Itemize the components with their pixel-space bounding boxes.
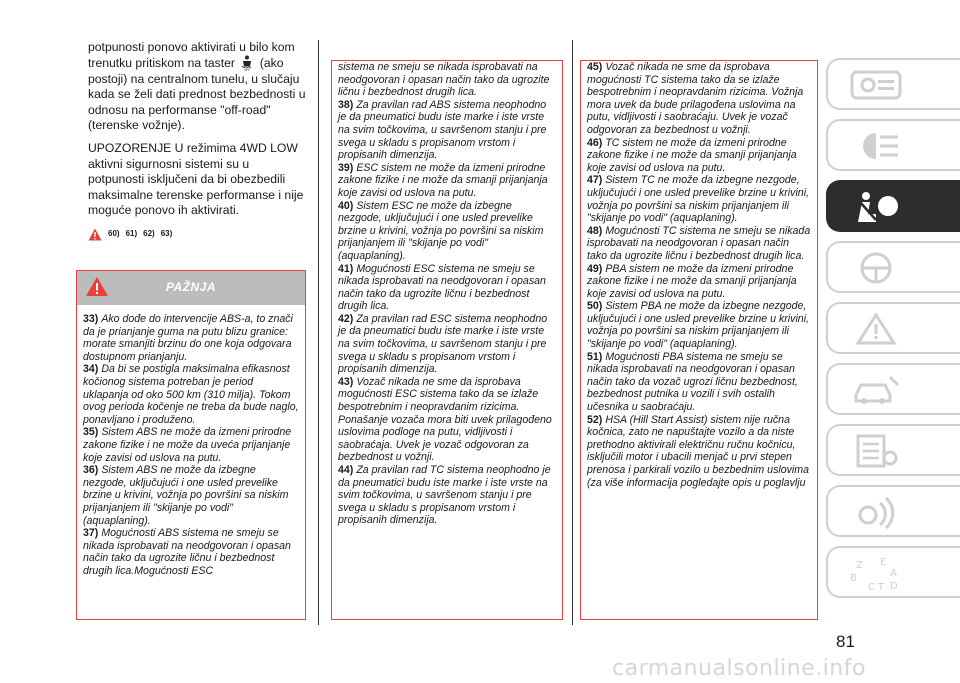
item-text: Sistem ABS ne može da izbegne nezgode, uključujući i one usled prevelike brzine u krivini, vožnja po površini sa niskim prijanjanjem ili "skijanje po vodi" (aquaplaning). [83, 464, 289, 527]
item-number: 35) [83, 426, 99, 439]
item-text: Vozač nikada ne sme da isprobava mogućnosti ESC sistema tako da se izlaže bespotrebnim i neopravdanim rizicima. Ponašanje vozača mora biti uvek prilagođeno uslovima podloge na putu, vidljivosti i saobraćaja. Uvek je vozač odgovoran za bezbednost u vožnji. [338, 375, 552, 464]
warning-references [88, 226, 308, 241]
item-number: 38) [338, 98, 354, 111]
item-number: 39) [338, 161, 354, 174]
reference-63: 63) [160, 229, 173, 239]
index-letter: A [890, 568, 897, 579]
warning-box-continued [331, 60, 563, 620]
item-text: HSA (Hill Start Assist) sistem nije ručna kočnica, zato ne napuštajte vozilo a da niste prethodno aktivirali električnu ručnu kočnicu, isključili motor i ubacili menjač u prvi stepen prenosa i parkirali vozilo u bezbednim uslovima (za više informacija pogledajte opis u poglavlju [587, 413, 809, 489]
lights-icon [846, 127, 906, 165]
tab-index[interactable] [826, 546, 960, 598]
index-letter: C [868, 582, 875, 592]
tab-driving[interactable] [826, 241, 960, 293]
item-number: 43) [338, 375, 354, 388]
warning-item [83, 527, 299, 577]
warning-box-continued-2 [580, 60, 818, 620]
item-number: 49) [587, 262, 603, 275]
tab-specifications[interactable] [826, 424, 960, 476]
chapter-tabs [826, 58, 960, 607]
item-text: Mogućnosti TC sistema ne smeju se nikada isprobavati na neodgovoran i opasan način tako da ugrozite ličnu i bezbednost drugih lica. [587, 224, 811, 262]
warning-title: PAŽNJA [165, 280, 217, 294]
paragraph-reactivation [88, 40, 308, 133]
item-number: 50) [587, 300, 603, 313]
item-text: Sistem PBA ne može da izbegne nezgode, uključujući i one usled prevelike brzine u krivini, vožnja po površini sa niskim prijanjanjem ili "skijanje po vodi" (aquaplaning). [587, 300, 809, 351]
airbag-seatbelt-icon [846, 188, 906, 226]
warning-item [587, 225, 811, 263]
warning-body [77, 305, 305, 577]
item-text: Sistem ABS ne može da izmeni prirodne zakone fizike i ne može da uveća prijanjanje koje zavisi od uslova na putu. [83, 426, 292, 464]
multimedia-icon [846, 493, 906, 531]
warning-item [338, 200, 556, 263]
tab-safety[interactable] [826, 180, 960, 232]
svg-text:OFF: OFF [244, 68, 251, 72]
index-letter: B [850, 573, 857, 584]
page-number: 81 [836, 632, 855, 651]
reference-61: 61) [125, 229, 138, 239]
item-number: 42) [338, 312, 354, 325]
tab-lights[interactable] [826, 119, 960, 171]
item-number: 47) [587, 174, 603, 187]
warning-triangle-icon [846, 310, 906, 348]
index-letters-icon [846, 554, 906, 592]
item-number: 41) [338, 262, 354, 275]
warning-item [83, 313, 299, 363]
index-letter: E [880, 557, 887, 568]
warning-item [83, 464, 299, 527]
warning-item [338, 376, 556, 464]
warning-box [76, 270, 306, 620]
warning-item [587, 263, 811, 301]
item-number: 34) [83, 363, 99, 376]
item-text: Vozač nikada ne sme da isprobava mogućnosti TC sistema tako da se izlaže bespotrebnim i neopravdanim rizicima. Vožnja mora uvek da bude prilagođena uslovima na putu, vidljivosti i saobraćaju. Uvek je vozač odgovoran za bezbednost u vožnji. [587, 61, 804, 136]
warning-item [338, 99, 556, 162]
watermark: carmanualsonline.info [612, 656, 866, 681]
reference-60: 60) [108, 229, 120, 239]
tab-multimedia[interactable] [826, 485, 960, 537]
tab-maintenance[interactable] [826, 363, 960, 415]
steering-wheel-icon [846, 249, 906, 287]
warning-item [338, 162, 556, 200]
item-text: ESC sistem ne može da izmeni prirodne zakone fizike i ne može da smanji prijanjanja koje zavisi od uslova na putu. [338, 161, 548, 199]
esc-off-button-icon [240, 55, 254, 71]
item-text: Ako dođe do intervencije ABS-a, to znači da je prianjanje guma na putu blizu granice: morate smanjiti brzinu do one koja odgovara dostupnom prianjanju. [83, 313, 293, 363]
item-number: 45) [587, 61, 603, 73]
column-divider [318, 40, 319, 625]
item-number: 40) [338, 199, 354, 212]
warning-header [77, 271, 305, 305]
warning-item [338, 313, 556, 376]
paragraph-4wd-low: UPOZORENJE U režimima 4WD LOW aktivni sigurnosni sistemi su u potpunosti isključeni da bi obezbedili maksimalne terenske performanse i nije moguće ponovo ih aktivirati. [88, 141, 304, 218]
paragraph-reactivation-start: potpunosti ponovo aktivirati u bilo kom trenutku pritiskom na taster [88, 40, 295, 71]
column-1 [88, 40, 308, 258]
reference-62: 62) [143, 229, 155, 239]
item-text: Sistem TC ne može da izbegne nezgode, uključujući i one usled prevelike brzine u krivini, vožnja po površini sa niskim prijanjanjem ili "skijanje po vodi" (aquaplaning). [587, 174, 809, 225]
item-number: 52) [587, 413, 603, 426]
index-letter: Z [856, 560, 863, 571]
item-text: Mogućnosti ESC sistema ne smeju se nikada isprobavati na neodgovoran i opasan način tako da ugrozite ličnu i bezbednost drugih lica. [338, 262, 546, 313]
item-text: Za pravilan rad ESC sistema neophodno je da pneumatici budu iste marke i iste vrste na svim točkovima, u savršenom stanju i pre svega u skladu s propisanom vrstom i propisanih dimenzija. [338, 312, 548, 376]
warning-item [587, 61, 811, 137]
item-text: Sistem ESC ne može da izbegne nezgode, uključujući i one usled prevelike brzine u krivini, vožnja po površini sa niskim prijanjanjem ili "skijanje po vodi" (aquaplaning). [338, 199, 544, 262]
index-letter: T [878, 582, 885, 592]
warning-item [338, 263, 556, 313]
car-wrench-icon [846, 371, 906, 409]
item-text: TC sistem ne može da izmeni prirodne zakone fizike i ne može da smanji prijanjanja koje zavisi od uslova na putu. [587, 136, 797, 174]
warning-item [83, 426, 299, 464]
continued-text: sistema ne smeju se nikada isprobavati na neodgovoran i opasan način tako da ugrozite ličnu i bezbednost drugih lica. [338, 61, 550, 99]
paragraph-reactivation-end: (ako postoji) na centralnom tunelu, u slučaju kada se želi dati prednost bezbednosti u odnosu na performanse "off-road" (terenske vožnje). [88, 56, 306, 133]
warning-item [587, 300, 811, 350]
column-divider [572, 40, 573, 625]
item-number: 36) [83, 464, 99, 477]
item-number: 37) [83, 527, 99, 540]
warning-item [587, 174, 811, 224]
item-number: 51) [587, 350, 603, 363]
tab-emergency[interactable] [826, 302, 960, 354]
warning-triangle-small-icon [88, 228, 102, 241]
item-number: 44) [338, 464, 354, 476]
car-dashboard-icon [846, 66, 906, 104]
item-number: 48) [587, 224, 603, 237]
item-text: Mogućnosti PBA sistema ne smeju se nikada isprobavati na neodgovoran i opasan način tako da vozač ugrozi ličnu bezbednost, bezbednost putnika u vozili i svih ostalih učesnika u saobraćaju. [587, 350, 798, 414]
warning-item [587, 351, 811, 414]
item-text: Za pravilan rad TC sistema neophodno je da pneumatici budu iste marke i iste vrste na svim točkovima, u savršenom stanju i pre svega u skladu s propisanom vrstom i propisanih dimenzija. [338, 464, 551, 527]
warning-item [83, 363, 299, 426]
warning-item [338, 464, 556, 527]
item-number: 33) [83, 313, 99, 325]
item-number: 46) [587, 136, 603, 149]
warning-item [587, 137, 811, 175]
index-letter: D [890, 581, 898, 592]
specifications-icon [846, 432, 906, 470]
tab-dashboard[interactable] [826, 58, 960, 110]
item-text: PBA sistem ne može da izmeni prirodne zakone fizike i ne može da smanji prijanjanja koje zavisi od uslova na putu. [587, 262, 797, 300]
item-text: Da bi se postigla maksimalna efikasnost kočionog sistema potreban je period uklapanja od oko 500 km (310 milja). Tokom ovog perioda kočenje ne treba da bude naglo, ponavljano i produženo. [83, 363, 299, 426]
item-text: Mogućnosti ABS sistema ne smeju se nikada isprobavati na neodgovoran i opasan način tako da ugrozite ličnu i bezbednost drugih lica.Mogućnosti ESC [83, 527, 291, 577]
item-text: Za pravilan rad ABS sistema neophodno je da pneumatici budu iste marke i iste vrste na svim točkovima, u savršenom stanju i pre svega u skladu s propisanom vrstom i propisanih dimenzija. [338, 98, 547, 162]
warning-item [587, 414, 811, 490]
